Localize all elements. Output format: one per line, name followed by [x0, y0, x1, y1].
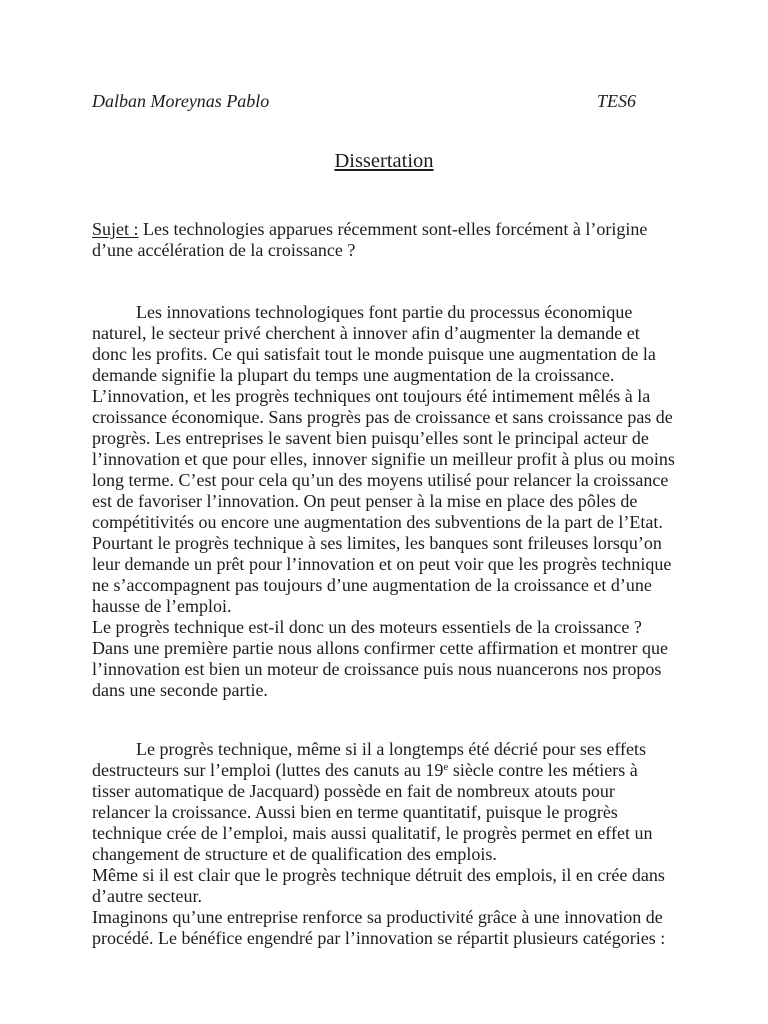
paragraph-line: naturel, le secteur privé cherchent à innover afin d’augmenter la demande et [92, 323, 640, 343]
subject-block [92, 219, 647, 261]
author-name: Dalban Moreynas Pablo [92, 91, 270, 111]
paragraph-line: est de favoriser l’innovation. On peut penser à la mise en place des pôles de [92, 491, 638, 511]
paragraph-line: changement de structure et de qualification des emplois. [92, 844, 497, 864]
paragraph-line: Même si il est clair que le progrès technique détruit des emplois, il en crée dans [92, 865, 665, 885]
paragraph-line: procédé. Le bénéfice engendré par l’innovation se répartit plusieurs catégories : [92, 928, 666, 948]
paragraph-line: dans une seconde partie. [92, 680, 268, 700]
paragraph-line: Dans une première partie nous allons confirmer cette affirmation et montrer que [92, 638, 668, 658]
paragraph-line: L’innovation, et les progrès techniques ont toujours été intimement mêlés à la [92, 386, 651, 406]
development-paragraph [92, 739, 665, 949]
subject-text: Les technologies apparues récemment sont-elles forcément à l’origine [143, 219, 648, 239]
paragraph-line: Imaginons qu’une entreprise renforce sa productivité grâce à une innovation de [92, 907, 663, 927]
paragraph-line: l’innovation et que pour elles, innover signifie un meilleur profit à plus ou moins [92, 449, 675, 469]
paragraph-line: leur demande un prêt pour l’innovation et on peut voir que les progrès technique [92, 554, 672, 574]
class-name: TES6 [597, 91, 637, 111]
paragraph-line: progrès. Les entreprises le savent bien puisqu’elles sont le principal acteur de [92, 428, 649, 448]
paragraph-line: Le progrès technique est-il donc un des moteurs essentiels de la croissance ? [92, 617, 642, 637]
paragraph-line: Le progrès technique, même si il a longtemps été décrié pour ses effets [136, 739, 646, 759]
paragraph-text: destructeurs sur l’emploi (luttes des canuts au 19 [92, 760, 444, 780]
paragraph-line: donc les profits. Ce qui satisfait tout le monde puisque une augmentation de la [92, 344, 656, 364]
subject-line: d’une accélération de la croissance ? [92, 240, 356, 260]
paragraph-line: long terme. C’est pour cela qu’un des moyens utilisé pour relancer la croissance [92, 470, 669, 490]
paragraph-line: relancer la croissance. Aussi bien en terme quantitatif, puisque le progrès [92, 802, 618, 822]
page-title [0, 149, 768, 173]
subject-label: Sujet : [92, 219, 139, 239]
subject-line [92, 219, 647, 240]
paragraph-line: technique crée de l’emploi, mais aussi qualitatif, le progrès permet en effet un [92, 823, 653, 843]
paragraph-line: tisser automatique de Jacquard) possède en fait de nombreux atouts pour [92, 781, 615, 801]
paragraph-line: d’autre secteur. [92, 886, 202, 906]
paragraph-line: croissance économique. Sans progrès pas de croissance et sans croissance pas de [92, 407, 673, 427]
paragraph-line: Les innovations technologiques font partie du processus économique [136, 302, 633, 322]
paragraph-line [92, 760, 665, 781]
paragraph-line: hausse de l’emploi. [92, 596, 232, 616]
page-title-text: Dissertation [334, 150, 434, 172]
paragraph-line: compétitivités ou encore une augmentation des subventions de la part de l’Etat. [92, 512, 663, 532]
introduction-paragraph [92, 302, 675, 701]
ordinal-superscript: e [443, 761, 449, 773]
paragraph-line: Pourtant le progrès technique à ses limites, les banques sont frileuses lorsqu’on [92, 533, 662, 553]
paragraph-text: siècle contre les métiers à [448, 760, 638, 780]
paragraph-line: ne s’accompagnent pas toujours d’une augmentation de la croissance et d’une [92, 575, 652, 595]
paragraph-line: l’innovation est bien un moteur de croissance puis nous nuancerons nos propos [92, 659, 662, 679]
paragraph-line: demande signifie la plupart du temps une augmentation de la croissance. [92, 365, 615, 385]
